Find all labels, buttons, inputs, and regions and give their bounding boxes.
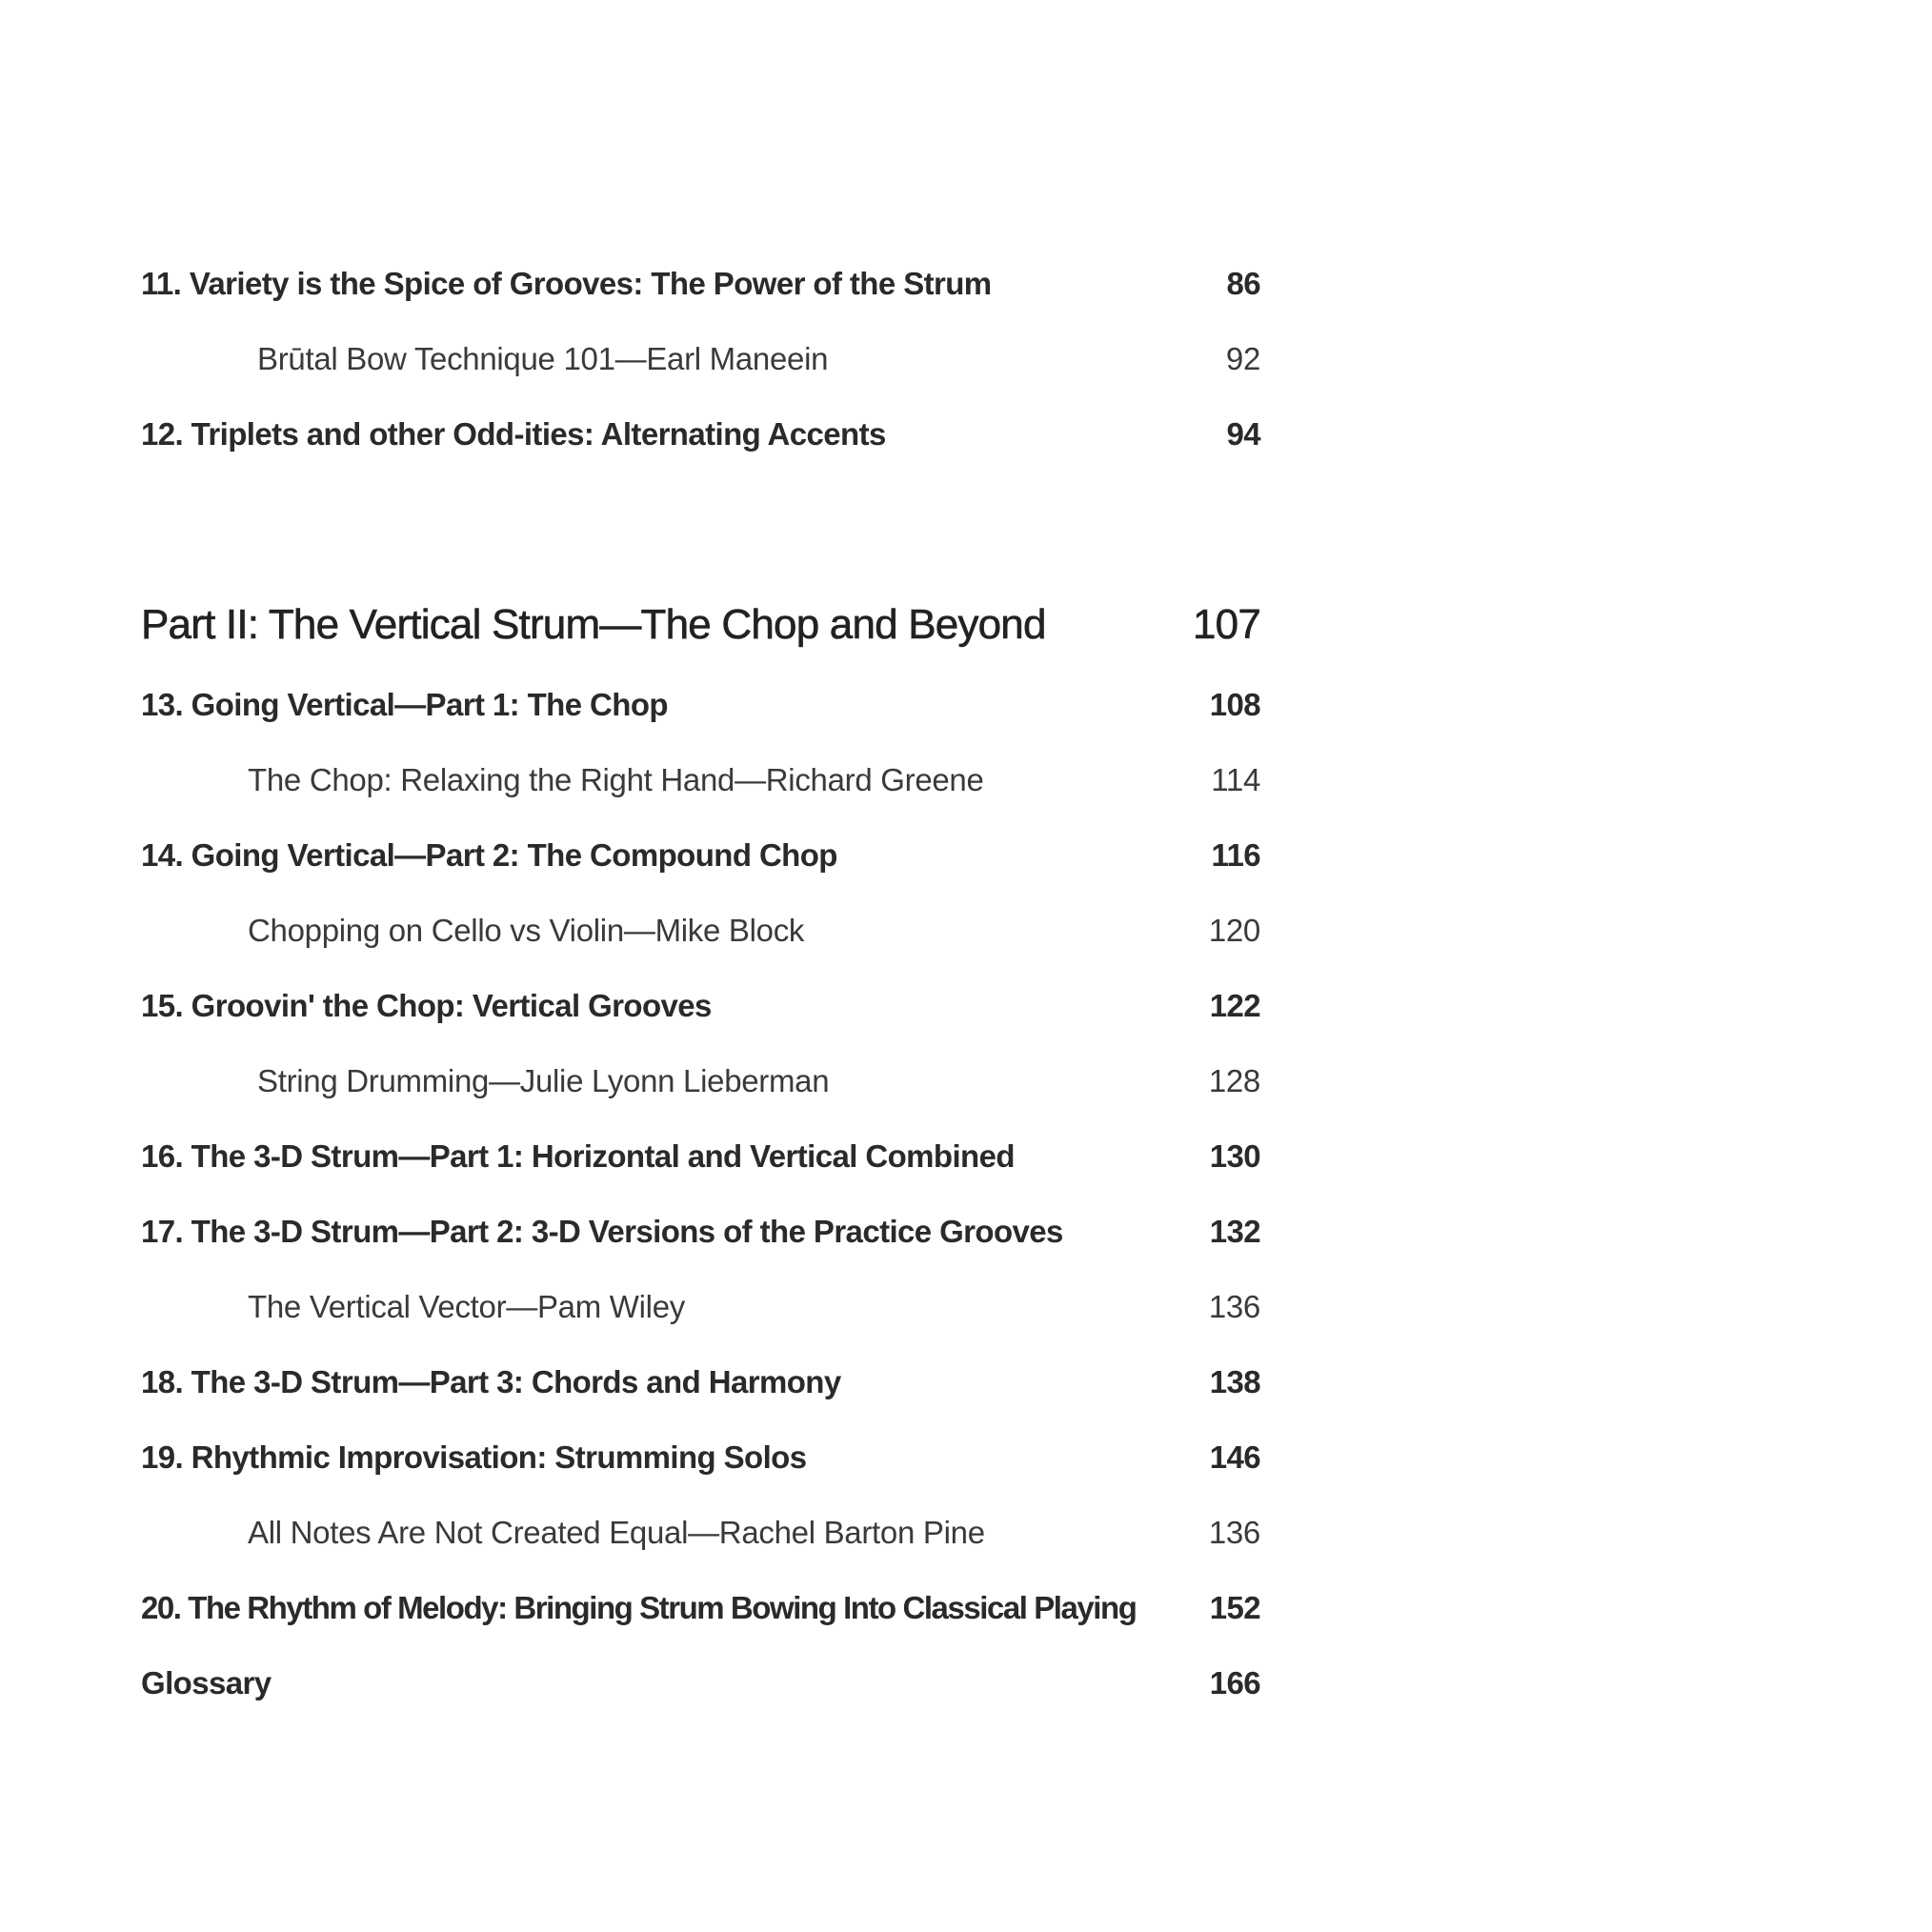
toc-entry-page: 146 — [1209, 1439, 1260, 1475]
toc-entry-page: 94 — [1226, 416, 1260, 452]
toc-entry-chapter-12 — [141, 406, 1260, 463]
toc-part-page: 107 — [1192, 601, 1260, 648]
toc-entry-essay — [141, 902, 1260, 959]
toc-entry-title: Chopping on Cello vs Violin—Mike Block — [248, 913, 805, 948]
toc-entry-chapter-11 — [141, 255, 1260, 312]
toc-part-heading — [141, 596, 1260, 654]
toc-entry-page: 120 — [1208, 913, 1260, 948]
toc-entry-essay — [141, 752, 1260, 809]
toc-entry-essay — [141, 331, 1260, 388]
toc-entry-essay — [141, 1504, 1260, 1561]
toc-entry-chapter-13 — [141, 676, 1260, 734]
toc-entry-essay — [141, 1053, 1260, 1110]
toc-entry-title: 14. Going Vertical—Part 2: The Compound Chop — [141, 837, 837, 873]
toc-entry-essay — [141, 1278, 1260, 1336]
toc-entry-page: 136 — [1208, 1289, 1260, 1324]
toc-entry-title: Brūtal Bow Technique 101—Earl Maneein — [257, 341, 829, 376]
toc-entry-title: 15. Groovin' the Chop: Vertical Grooves — [141, 988, 712, 1023]
toc-entry-page: 128 — [1208, 1063, 1260, 1098]
toc-part-title: Part II: The Vertical Strum—The Chop and Beyond — [141, 601, 1046, 648]
toc-entry-page: 136 — [1208, 1515, 1260, 1550]
toc-entry-page: 138 — [1209, 1364, 1260, 1399]
toc-entry-title: String Drumming—Julie Lyonn Lieberman — [257, 1063, 830, 1098]
toc-entry-page: 114 — [1211, 762, 1260, 797]
toc-entry-glossary — [141, 1655, 1260, 1712]
toc-entry-page: 152 — [1209, 1590, 1260, 1625]
toc-entry-title: All Notes Are Not Created Equal—Rachel Barton Pine — [248, 1515, 985, 1550]
toc-entry-title: 13. Going Vertical—Part 1: The Chop — [141, 687, 668, 722]
toc-entry-title: 20. The Rhythm of Melody: Bringing Strum Bowing Into Classical Playing — [141, 1590, 1137, 1625]
toc-entry-title: 19. Rhythmic Improvisation: Strumming Solos — [141, 1439, 807, 1475]
toc-entry-title: The Vertical Vector—Pam Wiley — [248, 1289, 685, 1324]
toc-entry-title: 17. The 3-D Strum—Part 2: 3-D Versions of the Practice Grooves — [141, 1214, 1063, 1249]
toc-entry-page: 86 — [1226, 266, 1260, 301]
toc-entry-chapter-19 — [141, 1429, 1260, 1486]
toc-entry-title: The Chop: Relaxing the Right Hand—Richard Greene — [248, 762, 984, 797]
toc-entry-chapter-15 — [141, 977, 1260, 1035]
toc-entry-title: 12. Triplets and other Odd-ities: Alternating Accents — [141, 416, 886, 452]
toc-entry-chapter-18 — [141, 1354, 1260, 1411]
toc-entry-chapter-14 — [141, 827, 1260, 884]
toc-entry-chapter-16 — [141, 1128, 1260, 1185]
toc-entry-title: 16. The 3-D Strum—Part 1: Horizontal and Vertical Combined — [141, 1138, 1015, 1174]
toc-entry-title: 11. Variety is the Spice of Grooves: The Power of the Strum — [141, 266, 992, 301]
toc-entry-page: 132 — [1209, 1214, 1260, 1249]
toc-entry-page: 122 — [1209, 988, 1260, 1023]
toc-entry-page: 130 — [1209, 1138, 1260, 1174]
toc-entry-title: Glossary — [141, 1665, 272, 1701]
toc-entry-page: 108 — [1209, 687, 1260, 722]
toc-entry-page: 166 — [1209, 1665, 1260, 1701]
toc-entry-chapter-20 — [141, 1580, 1260, 1637]
toc-entry-title: 18. The 3-D Strum—Part 3: Chords and Harmony — [141, 1364, 841, 1399]
toc-entry-page: 116 — [1211, 837, 1260, 873]
toc-entry-page: 92 — [1225, 341, 1260, 376]
toc-entry-chapter-17 — [141, 1203, 1260, 1260]
